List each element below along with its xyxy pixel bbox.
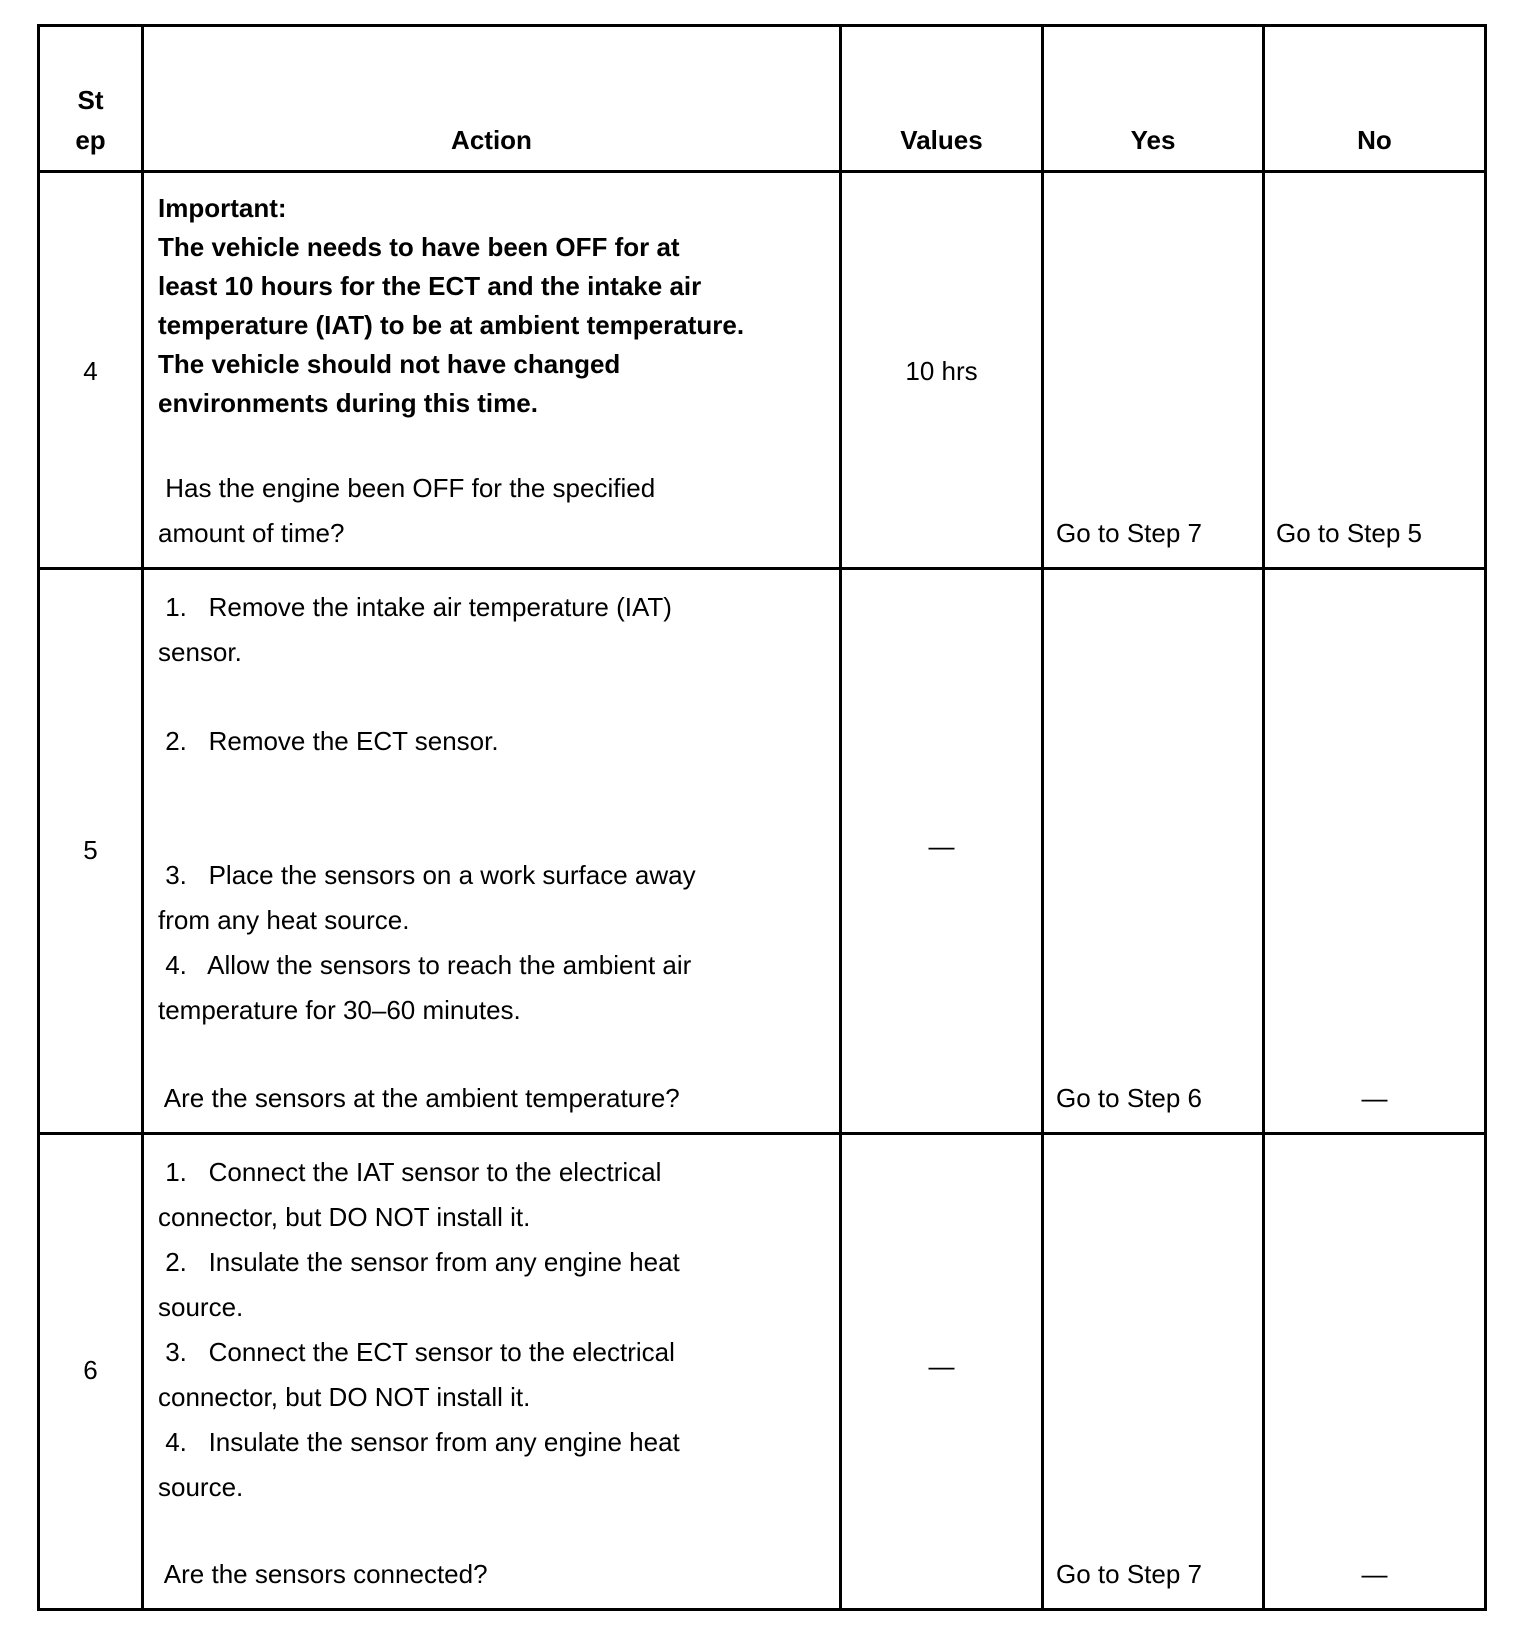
col-divider-step: [141, 24, 144, 1611]
question-text: Are the sensors connected?: [158, 1559, 488, 1589]
important-line: environments during this time.: [158, 388, 538, 418]
value-text: —: [928, 1351, 955, 1381]
header-values: Values: [900, 125, 983, 155]
yes-result: Go to Step 7: [1056, 518, 1202, 548]
question-text: Are the sensors at the ambient temperature?: [158, 1083, 680, 1113]
header-divider: [37, 170, 1487, 173]
action-line: 3. Place the sensors on a work surface away: [158, 860, 696, 890]
header-step-line2: ep: [75, 125, 106, 155]
action-line: temperature for 30–60 minutes.: [158, 995, 521, 1025]
step-number: 5: [83, 835, 98, 865]
yes-result: Go to Step 6: [1056, 1083, 1202, 1113]
table-border-right: [1484, 24, 1487, 1611]
value-text: 10 hrs: [905, 356, 978, 386]
col-divider-yes: [1262, 24, 1265, 1611]
action-line: 2. Remove the ECT sensor.: [158, 726, 499, 756]
col-divider-values: [1041, 24, 1044, 1611]
value-text: —: [928, 831, 955, 861]
action-line: 2. Insulate the sensor from any engine heat: [158, 1247, 680, 1277]
no-result: —: [1361, 1083, 1388, 1113]
action-line: 1. Connect the IAT sensor to the electrical: [158, 1157, 662, 1187]
header-step-line1: St: [77, 85, 104, 115]
step-number: 4: [83, 356, 98, 386]
header-yes: Yes: [1130, 125, 1176, 155]
header-no: No: [1357, 125, 1392, 155]
action-line: connector, but DO NOT install it.: [158, 1382, 531, 1412]
important-line: temperature (IAT) to be at ambient temperature.: [158, 310, 745, 340]
important-label: Important:: [158, 193, 287, 223]
action-line: 4. Insulate the sensor from any engine heat: [158, 1427, 680, 1457]
question-text: Has the engine been OFF for the specified: [158, 473, 656, 503]
action-line: from any heat source.: [158, 905, 410, 935]
important-line: least 10 hours for the ECT and the intake air: [158, 271, 702, 301]
step-number: 6: [83, 1355, 98, 1385]
question-text: amount of time?: [158, 518, 345, 548]
row-divider-4-5: [37, 567, 1487, 570]
table-border-top: [37, 24, 1487, 27]
important-line: The vehicle needs to have been OFF for at: [158, 232, 680, 262]
table-border-bottom: [37, 1608, 1487, 1611]
no-result: Go to Step 5: [1276, 518, 1422, 548]
action-line: source.: [158, 1292, 244, 1322]
yes-result: Go to Step 7: [1056, 1559, 1202, 1589]
action-line: 3. Connect the ECT sensor to the electrical: [158, 1337, 675, 1367]
action-line: 1. Remove the intake air temperature (IAT): [158, 592, 672, 622]
header-action: Action: [451, 125, 532, 155]
row-divider-5-6: [37, 1132, 1487, 1135]
no-result: —: [1361, 1559, 1388, 1589]
action-line: 4. Allow the sensors to reach the ambient air: [158, 950, 692, 980]
important-line: The vehicle should not have changed: [158, 349, 621, 379]
action-line: sensor.: [158, 637, 242, 667]
action-line: source.: [158, 1472, 244, 1502]
action-line: connector, but DO NOT install it.: [158, 1202, 531, 1232]
